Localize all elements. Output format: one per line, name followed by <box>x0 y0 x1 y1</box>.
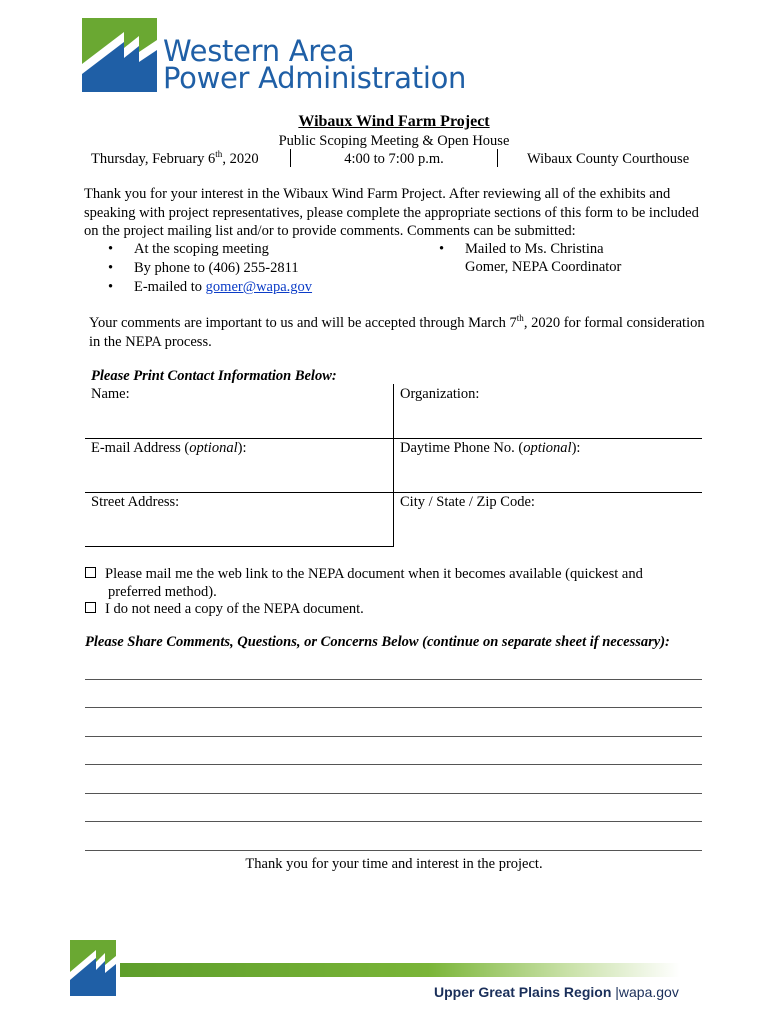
option-mail-web-link[interactable]: Please mail me the web link to the NEPA document when it becomes available (quickest and <box>85 565 643 583</box>
checkbox[interactable] <box>85 602 96 613</box>
organization-field[interactable]: Organization: <box>400 386 480 402</box>
closing-text: Thank you for your time and interest in the project. <box>245 856 543 872</box>
meeting-time: 4:00 to 7:00 p.m. <box>344 151 444 167</box>
form-divider <box>85 546 393 547</box>
comment-line[interactable] <box>85 707 702 708</box>
phone-field[interactable]: Daytime Phone No. (optional): <box>400 440 581 456</box>
list-item-continuation: Gomer, NEPA Coordinator <box>465 259 622 275</box>
list-item: • At the scoping meeting <box>134 240 269 259</box>
wapa-footer-logo-icon <box>70 940 116 996</box>
email-prefix: E-mailed to <box>134 279 206 295</box>
list-item <box>134 278 312 297</box>
footer-separator: | <box>611 984 619 1000</box>
comment-line[interactable] <box>85 679 702 680</box>
date-sup: th <box>215 149 223 160</box>
footer-text <box>434 984 679 1000</box>
checkbox[interactable] <box>85 567 96 578</box>
wapa-logo-icon <box>82 18 157 92</box>
street-address-field[interactable]: Street Address: <box>91 494 180 510</box>
city-state-zip-field[interactable]: City / State / Zip Code: <box>400 494 535 510</box>
page-title: Wibaux Wind Farm Project <box>298 113 490 130</box>
footer-site: wapa.gov <box>618 984 679 1000</box>
comment-line[interactable] <box>85 821 702 822</box>
date-text: Thursday, February 6 <box>91 151 216 167</box>
list-item: • By phone to (406) 255-2811 <box>134 259 299 278</box>
comment-line[interactable] <box>85 850 702 851</box>
logo-text-line1: Western Area <box>163 34 355 68</box>
comment-line[interactable] <box>85 764 702 765</box>
form-divider <box>393 384 394 547</box>
logo-text-line2: Power Administration <box>163 61 467 95</box>
meeting-location: Wibaux County Courthouse <box>527 151 690 167</box>
deadline-text: Your comments are important to us and will be accepted through March 7 <box>89 315 517 331</box>
deadline-text-end: , 2020 for formal consideration in the NEPA process. <box>89 315 705 350</box>
option-no-copy[interactable]: I do not need a copy of the NEPA document. <box>85 600 364 618</box>
name-field[interactable]: Name: <box>91 386 130 402</box>
comment-line[interactable] <box>85 736 702 737</box>
email-field[interactable]: E-mail Address (optional): <box>91 440 247 456</box>
deadline-sup: th <box>516 313 524 324</box>
email-link[interactable]: gomer@wapa.gov <box>205 279 313 295</box>
meeting-subtitle: Public Scoping Meeting & Open House <box>278 133 510 149</box>
list-item: • Mailed to Ms. Christina <box>465 240 604 259</box>
comment-line[interactable] <box>85 793 702 794</box>
date-year: , 2020 <box>222 151 259 167</box>
deadline-paragraph <box>89 314 709 351</box>
option-mail-web-link-continued: preferred method). <box>108 584 217 600</box>
intro-text: Thank you for your interest in the Wibaux Wind Farm Project. After reviewing all of the exhibits and speaking with project representatives, please complete the appropriate sections of this form to be included on the project mailing list and/or to provide comments. Comments can be submitted: <box>84 186 699 239</box>
contact-heading: Please Print Contact Information Below: <box>91 368 337 384</box>
footer-bar <box>120 963 680 977</box>
divider <box>497 149 498 167</box>
comments-heading: Please Share Comments, Questions, or Concerns Below (continue on separate sheet if necessary): <box>85 634 670 650</box>
footer-region: Upper Great Plains Region <box>434 984 612 1000</box>
intro-paragraph <box>84 185 710 241</box>
